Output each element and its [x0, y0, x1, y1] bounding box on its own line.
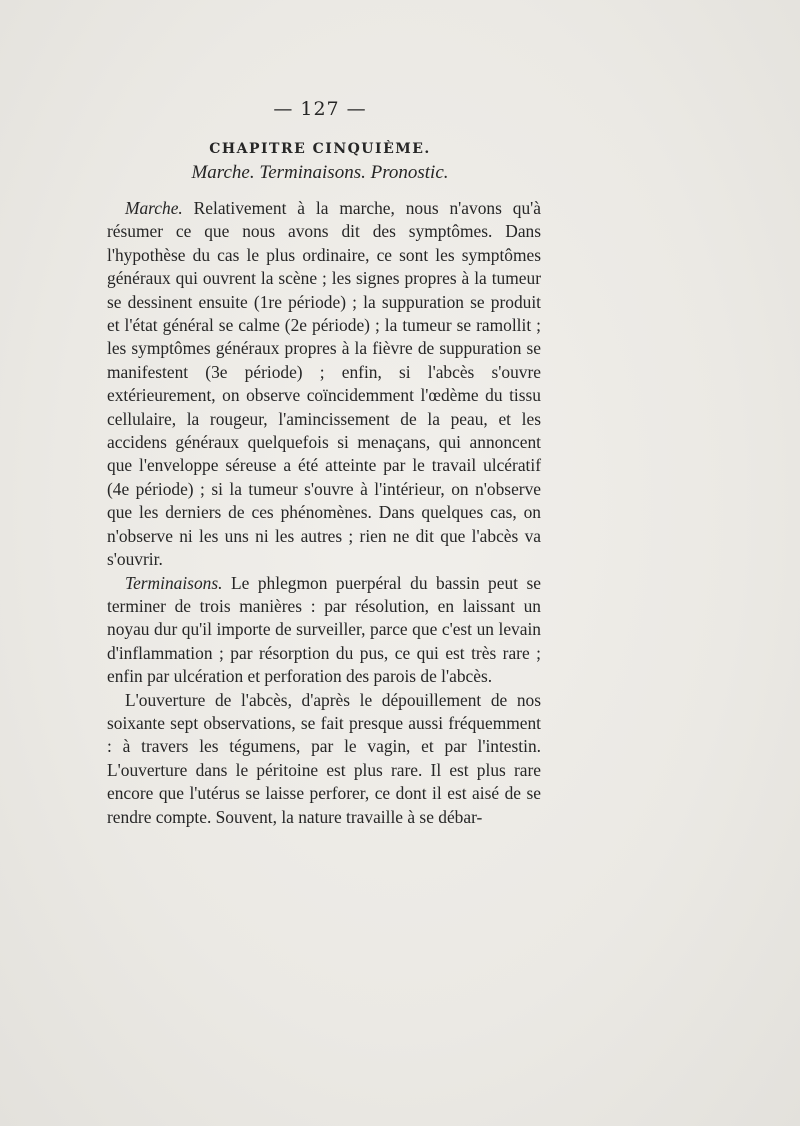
paragraph-lead: Terminaisons.	[125, 572, 223, 593]
paragraph-terminaisons	[107, 572, 541, 689]
chapter-title: CHAPITRE CINQUIÈME.	[209, 141, 431, 157]
body-text	[107, 197, 541, 829]
paragraph-text: Relativement à la marche, nous n'avons qu'à résumer ce que nous avons dit des symptômes. Dans l'hypothèse du cas le plus ordinaire, ce sont les symptômes généraux qui ouvrent la scène ; les signes propres à la tumeur se dessinent ensuite (1re période) ; la suppuration se produit et l'état général se calme (2e période) ; la tumeur se ramollit ; les symptômes généraux propres à la fièvre de suppuration se manifestent (3e période) ; enfin, si l'abcès s'ouvre extérieurement, on observe coïncidemment l'œdème du tissu cellulaire, la rougeur, l'amincissement de la peau, et les accidens généraux quelquefois si menaçans, qui annoncent que l'enveloppe séreuse a été atteinte par le travail ulcératif (4e période) ; si la tumeur s'ouvre à l'intérieur, on n'observe que les derniers de ces phénomènes. Dans quelques cas, on n'observe ni les uns ni les autres ; rien ne dit que l'abcès va s'ouvrir.	[107, 198, 541, 570]
paragraph-ouverture	[107, 689, 541, 829]
paragraph-text: L'ouverture de l'abcès, d'après le dépouillement de nos soixante sept observations, se fait presque aussi fréquemment : à travers les tégumens, par le vagin, et par l'intestin. L'ouverture dans le péritoine est plus rare. Il est plus rare encore que l'utérus se laisse perforer, ce dont il est aisé de se rendre compte. Souvent, la nature travaille à se débar-	[107, 689, 541, 827]
page-number: — 127 —	[273, 98, 367, 120]
paragraph-marche	[107, 197, 541, 572]
chapter-subtitle: Marche. Terminaisons. Pronostic.	[191, 162, 449, 183]
paragraph-lead: Marche.	[125, 198, 183, 218]
paragraph-text: Le phlegmon puerpéral du bassin peut se terminer de trois manières : par résolution, en laissant un noyau dur qu'il importe de surveiller, parce que c'est un levain d'inflammation ; par résorption du pus, ce qui est très rare ; enfin par ulcération et perforation des parois de l'abcès.	[107, 572, 541, 687]
